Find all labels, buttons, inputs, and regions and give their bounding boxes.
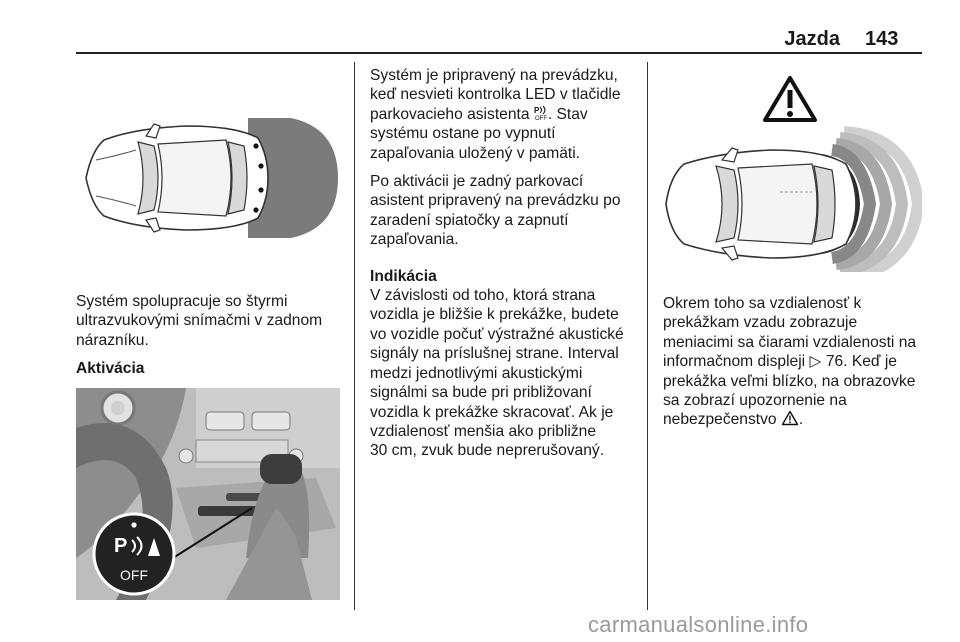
indication-paragraph: V závislosti od toho, ktorá strana vozidla je bližšie k prekážke, budete vo vozidle počuť výstražné akustické signály na príslušnej strane. Interval medzi jednotlivými akustickými signálmi sa bude pri približovaní vozidla k prekážke skracovať. Ak je vzdialenosť menšia ako približne 30 cm, zvuk bude neprerušovaný. [370,287,624,460]
page-reference-arrow-icon: ▷ [809,353,822,371]
car-sensor-illustration [76,110,341,245]
activation-paragraph: Po aktivácii je zadný parkovací asistent pripravený na prevádzku po zaradení spiatočky a zapnutí zapaľovania. [370,173,621,249]
column-divider-1 [354,62,355,610]
interior-console-illustration [76,388,340,600]
svg-text:P: P [533,105,540,115]
indication-heading: Indikácia [370,267,437,285]
watermark: carmanualsonline.info [588,612,809,637]
header-rule [76,52,922,54]
activation-heading: Aktivácia [76,360,145,378]
park-assist-icon [534,105,548,121]
svg-text:OFF: OFF [534,115,547,121]
distance-display-illustration [662,72,922,272]
section-title: Jazda [784,28,840,50]
column-divider-2 [647,62,648,610]
danger-warning-icon [781,410,799,426]
page-reference[interactable]: 76 [825,353,844,371]
page-number: 143 [865,28,899,50]
button-off-label: OFF [120,567,148,583]
intro-paragraph: Systém spolupracuje so štyrmi ultrazvukovými snímačmi v zadnom nárazníku. [76,293,323,349]
ready-paragraph: Systém je pripravený na prevádzku, keď nesvieti kontrolka LED v tlačidle parkovacieho asistenta P OFF . Stav systému ostane po vypnutí zapaľovania uložený v pamäti. [370,67,621,162]
display-paragraph: Okrem toho sa vzdialenosť k prekážkam vzadu zobrazuje meniacimi sa čiarami vzdialenosti na informačnom displeji ▷ 76. Keď je prekážka veľmi blízko, na obrazovke sa zobrazí upozornenie na nebezpečenstvo . [663,295,917,429]
button-p-label: P [114,535,128,557]
